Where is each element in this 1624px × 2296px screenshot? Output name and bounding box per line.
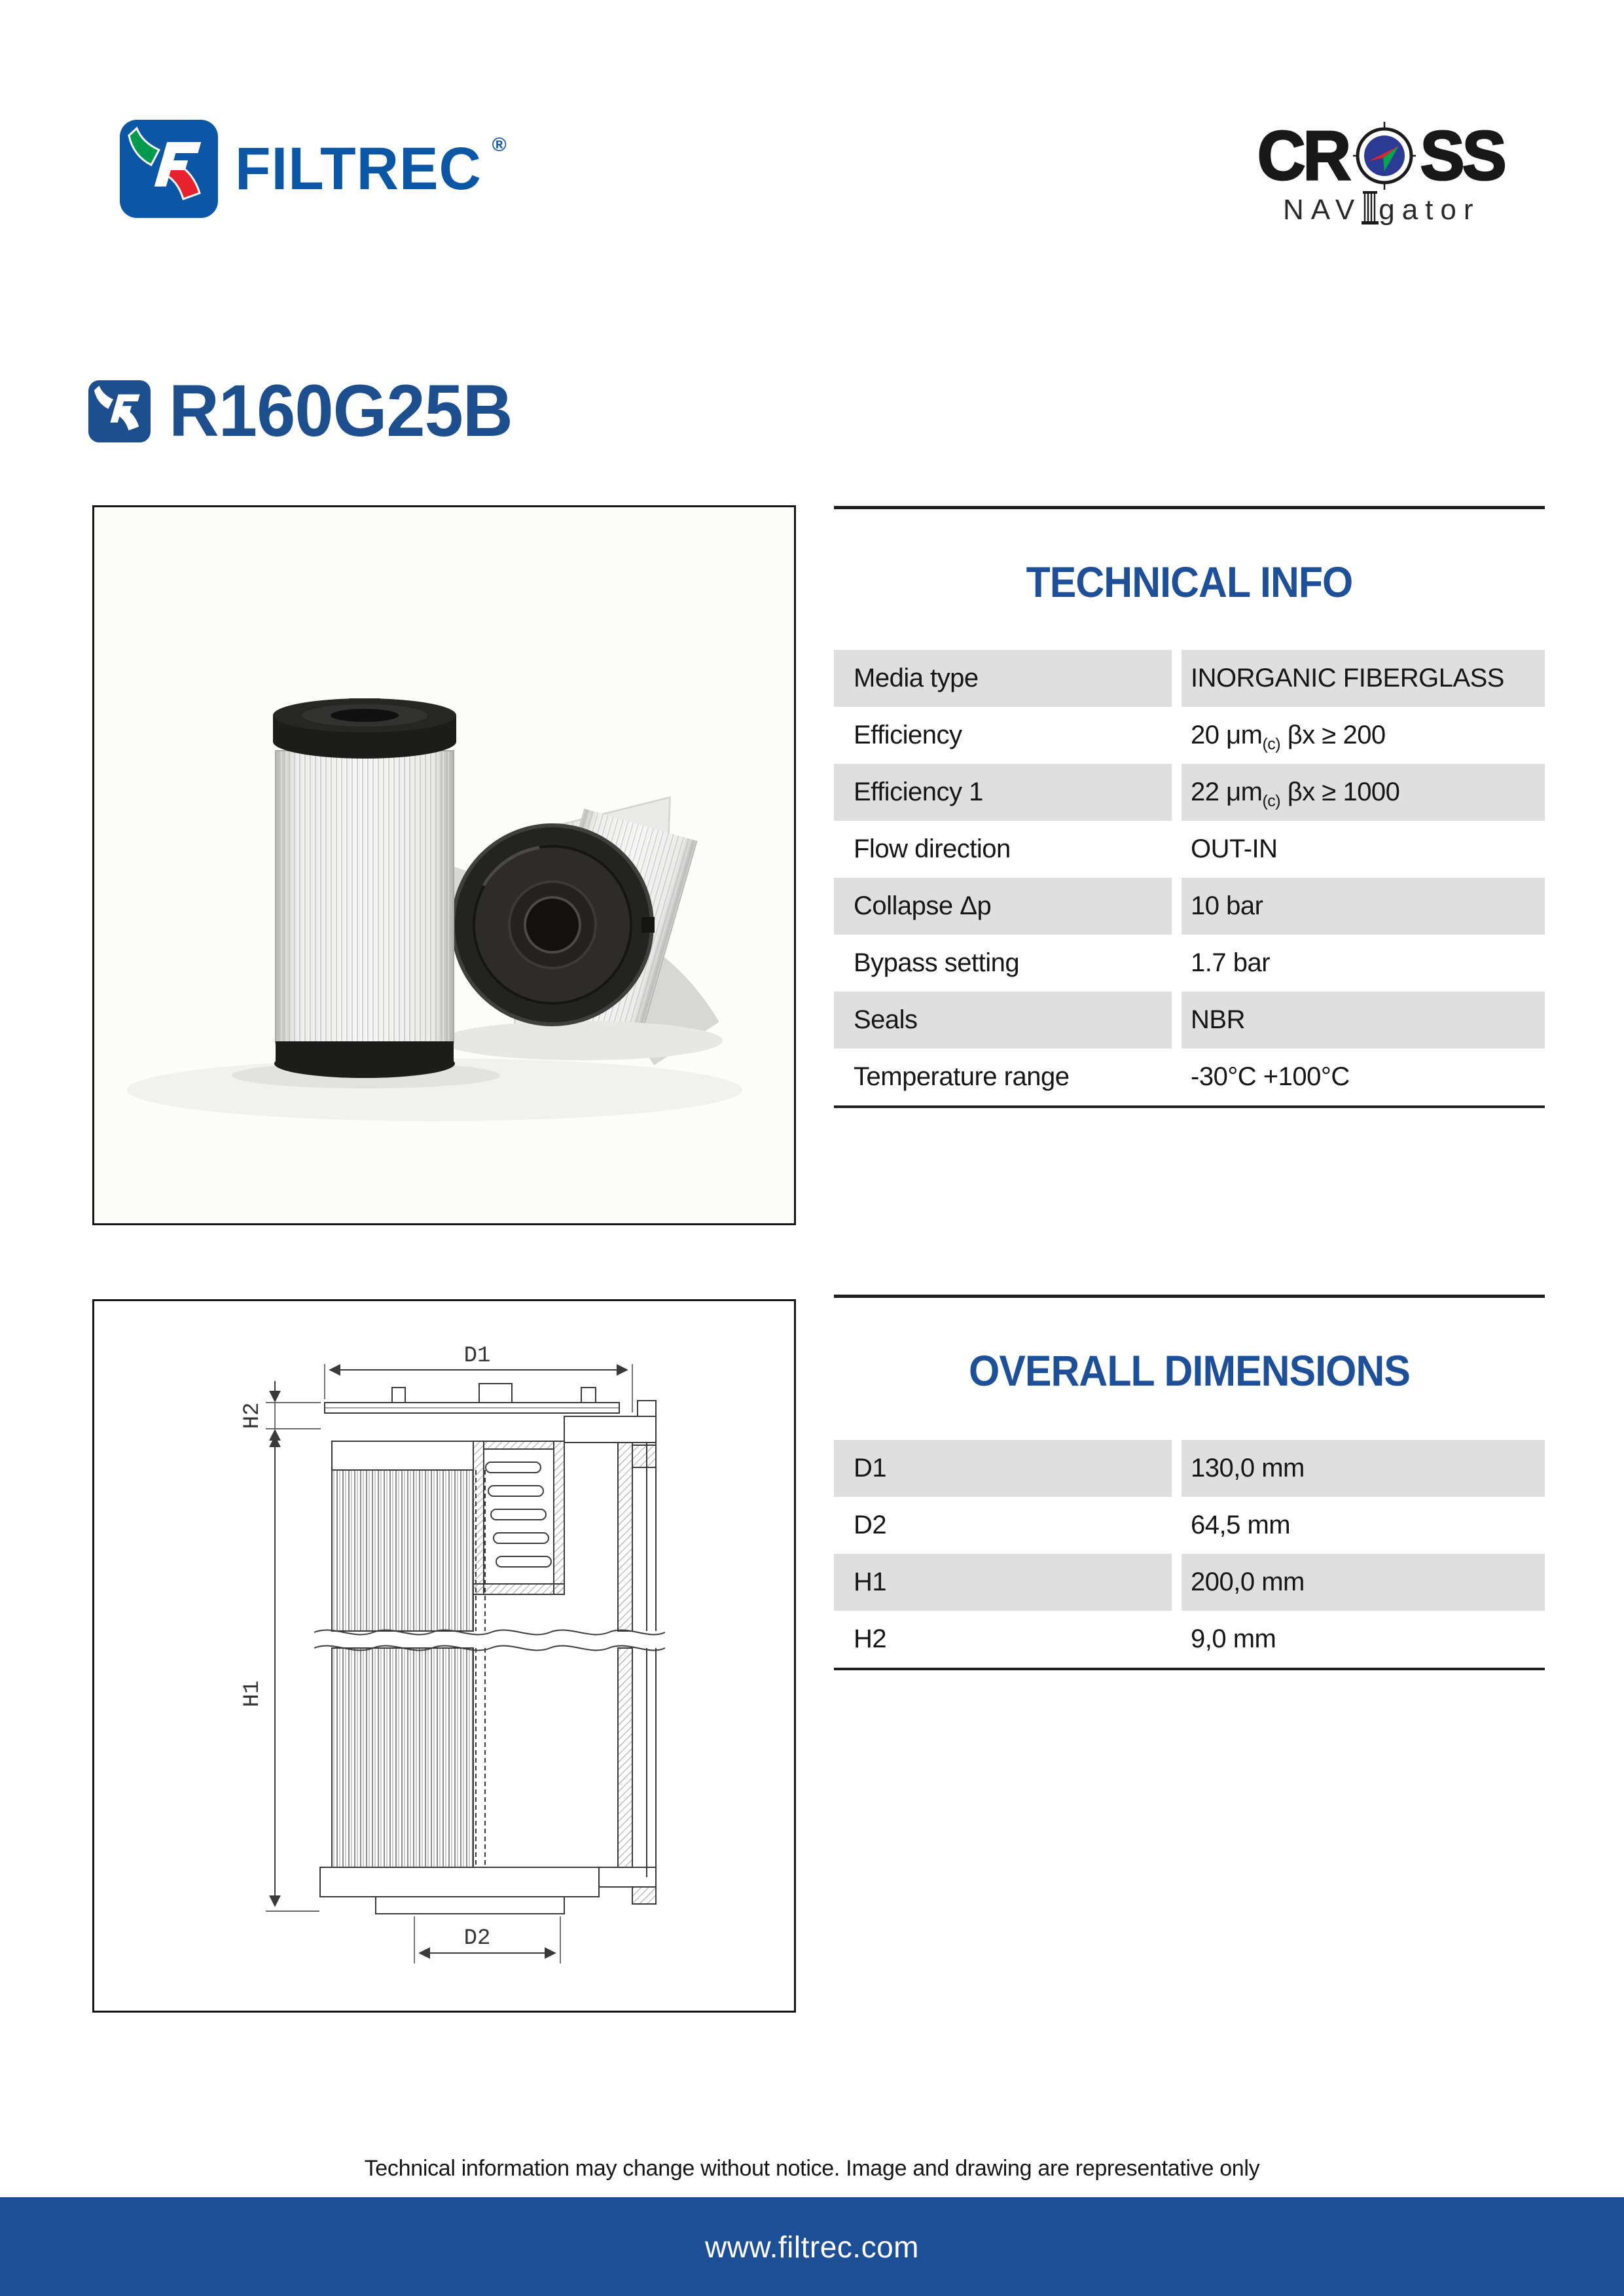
spec-value-text: NBR [1191,1005,1245,1034]
technical-drawing-box [92,1299,796,2013]
spec-label: Collapse Δp [834,878,1172,935]
cross-logo-line2 [1255,191,1517,225]
overall-dimensions-table [834,1440,1545,1668]
dim-label-d2: D2 [463,1926,491,1951]
spec-label: Efficiency [854,721,962,749]
overall-dimensions-table-bottom-rule [834,1668,1545,1670]
table-row [834,1554,1545,1611]
nav-text-suffix: gator [1379,194,1481,226]
overall-dimensions-rule [834,1295,1545,1298]
technical-info-table [834,650,1545,1105]
table-row [834,1497,1545,1554]
dimension-value: 130,0 mm [1182,1440,1545,1497]
spec-value-subscript: (c) [1262,735,1281,753]
cross-text-left: CR [1257,117,1349,194]
dim-label-h2: H2 [240,1402,265,1429]
nav-text-prefix: NAV [1283,194,1362,226]
column-icon [1362,191,1379,225]
technical-info-table-bottom-rule [834,1105,1545,1108]
dimension-label: D2 [854,1511,887,1539]
dimension-value: 9,0 mm [1191,1624,1276,1653]
spec-value-text: 20 μm [1191,721,1263,749]
disclaimer-text: Technical information may change without notice. Image and drawing are representative only [364,2156,1260,2181]
filtrec-f-small-icon [88,380,151,442]
cross-navigator-logo [1255,117,1517,226]
dim-label-h1: H1 [240,1680,265,1708]
product-photo [94,507,794,1223]
dimension-value: 64,5 mm [1191,1511,1291,1539]
spec-value-text: 22 μm [1191,778,1263,806]
filtrec-wordmark: FILTREC [235,135,482,202]
spec-value [1182,650,1545,707]
spec-value [1182,992,1545,1049]
cross-text-right: SS [1420,117,1504,194]
product-title-row [88,370,530,452]
cross-logo-line1 [1255,117,1517,194]
spec-value-text: OUT-IN [1191,834,1278,863]
spec-label: Bypass setting [854,948,1020,977]
spec-value-subscript: (c) [1262,792,1281,810]
spec-value-text: 1.7 bar [1191,948,1271,977]
product-photo-box [92,505,796,1225]
spec-label: Efficiency 1 [834,764,1172,821]
website-link[interactable]: www.filtrec.com [705,2229,919,2264]
table-row [834,707,1545,764]
filtrec-logo [120,120,507,218]
spec-label: Temperature range [854,1062,1070,1091]
spec-value [1182,821,1545,878]
spec-label: Media type [834,650,1172,707]
spec-label: Seals [834,992,1172,1049]
product-code: R160G25B [169,370,513,452]
spec-value-text: 10 bar [1191,891,1263,920]
table-row [834,650,1545,707]
table-row [834,935,1545,992]
table-row [834,992,1545,1049]
table-row [834,1440,1545,1497]
dimension-label: H2 [854,1624,887,1653]
dimension-value: 200,0 mm [1182,1554,1545,1611]
spec-value-suffix: βx ≥ 200 [1280,721,1386,749]
dimension-label: H1 [834,1554,1172,1611]
registered-mark: ® [492,134,507,156]
spec-value [1182,935,1545,992]
table-row [834,821,1545,878]
table-row [834,878,1545,935]
technical-drawing [94,1301,794,2011]
table-row [834,764,1545,821]
dimension-label: D1 [834,1440,1172,1497]
filtrec-f-icon [120,120,218,218]
spec-value-text: INORGANIC FIBERGLASS [1191,664,1504,692]
technical-info-title: TECHNICAL INFO [1026,558,1353,606]
overall-dimensions-title: OVERALL DIMENSIONS [969,1346,1410,1395]
table-row [834,1049,1545,1105]
spec-value [1182,764,1545,821]
bottom-bar [0,2197,1624,2296]
spec-value [1182,707,1545,764]
table-row [834,1611,1545,1668]
compass-icon [1352,122,1417,190]
spec-value [1182,878,1545,935]
technical-info-rule [834,506,1545,509]
spec-value-suffix: βx ≥ 1000 [1280,778,1400,806]
dim-label-d1: D1 [463,1344,491,1369]
spec-value [1182,1049,1545,1105]
spec-value-text: -30°C +100°C [1191,1062,1350,1091]
spec-label: Flow direction [854,834,1011,863]
